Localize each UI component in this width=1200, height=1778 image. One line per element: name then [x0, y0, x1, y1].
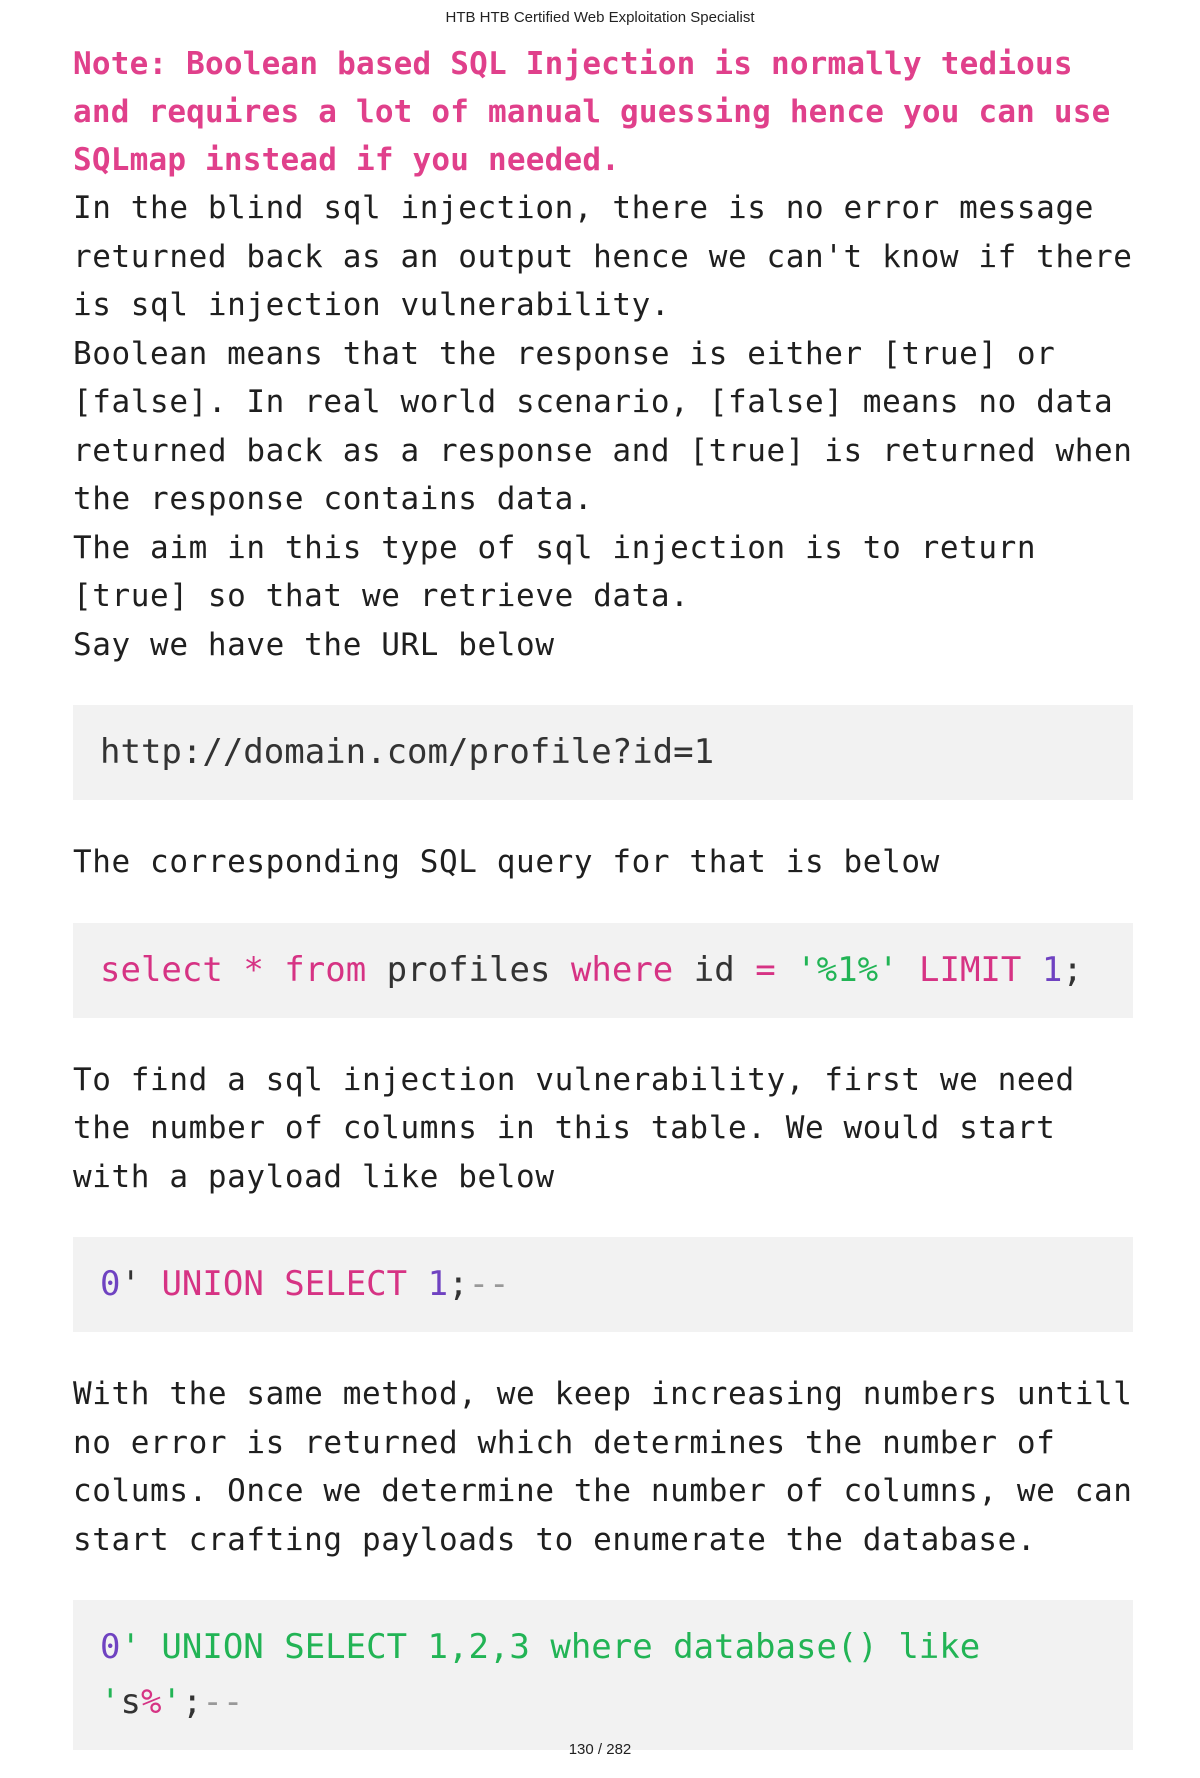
note-text: Note: Boolean based SQL Injection is normally tedious and requires a lot of manual guessing hence you can use SQLmap instead if you needed.: [73, 46, 1111, 178]
code-token-where: where: [570, 949, 674, 990]
paragraph-query-intro: The corresponding SQL query for that is below: [73, 844, 940, 880]
code-token-limit: LIMIT: [919, 949, 1022, 990]
code-token-percent: %: [140, 1682, 162, 1722]
page-header: HTB HTB Certified Web Exploitation Specialist: [445, 9, 755, 26]
code-token-from: from: [284, 949, 367, 990]
code-token-zero: 0: [100, 1627, 121, 1667]
code-token-zero: 0: [100, 1264, 121, 1304]
paragraph-url-intro: Say we have the URL below: [73, 626, 555, 663]
code-block-query: [73, 923, 1133, 1018]
paragraph-aim: The aim in this type of sql injection is to return [true] so that we retrieve data.: [73, 529, 1037, 614]
code-token-union: UNION: [161, 1264, 264, 1304]
code-token-col: id: [693, 949, 735, 990]
code-token-quote-close: ': [161, 1682, 182, 1722]
code-url: http://domain.com/profile?id=1: [100, 732, 715, 772]
paragraph-columns: To find a sql injection vulnerability, first we need the number of columns in this table. We would start with a payload like below: [73, 1061, 1075, 1195]
code-token-quote: ': [120, 1264, 141, 1304]
code-token-string: '%1%': [796, 949, 899, 990]
code-token-select: select: [100, 949, 223, 990]
code-token-comment: --: [202, 1682, 244, 1722]
code-token-comment: --: [468, 1264, 510, 1304]
paragraph-blind-sqli: In the blind sql injection, there is no error message returned back as an output hence we can't know if there is sql injection vulnerability.: [73, 190, 1133, 323]
code-token-eq: =: [755, 949, 776, 990]
page-content: [73, 40, 1133, 1750]
code-token-semi: ;: [448, 1264, 469, 1304]
code-block-payload-1: [73, 1237, 1133, 1332]
code-token-num: 1: [1041, 949, 1063, 990]
code-block-payload-2: [73, 1600, 1133, 1750]
code-token-union-query: ' UNION SELECT 1,2,3 where database() like: [120, 1627, 981, 1667]
code-token-one: 1: [427, 1264, 449, 1304]
paragraph-boolean: Boolean means that the response is either [true] or [false]. In real world scenario, [false] means no data returned back as a response and [true] is returned when the response contains data.: [73, 335, 1133, 517]
code-token-star: *: [243, 949, 264, 990]
paragraph-method: With the same method, we keep increasing numbers untill no error is returned which determines the number of colums. Once we determine the number of columns, we can start crafting payloads to enumerate the database.: [73, 1376, 1133, 1558]
code-token-table: profiles: [386, 949, 551, 990]
code-token-s: s: [120, 1682, 141, 1722]
code-token-select-upper: SELECT: [284, 1264, 408, 1304]
code-token-quote-open: ': [100, 1682, 121, 1722]
page-number: 130 / 282: [568, 1741, 632, 1758]
code-token-semi: ;: [181, 1682, 203, 1722]
code-token-semi: ;: [1062, 949, 1083, 990]
code-block-url: [73, 705, 1133, 800]
